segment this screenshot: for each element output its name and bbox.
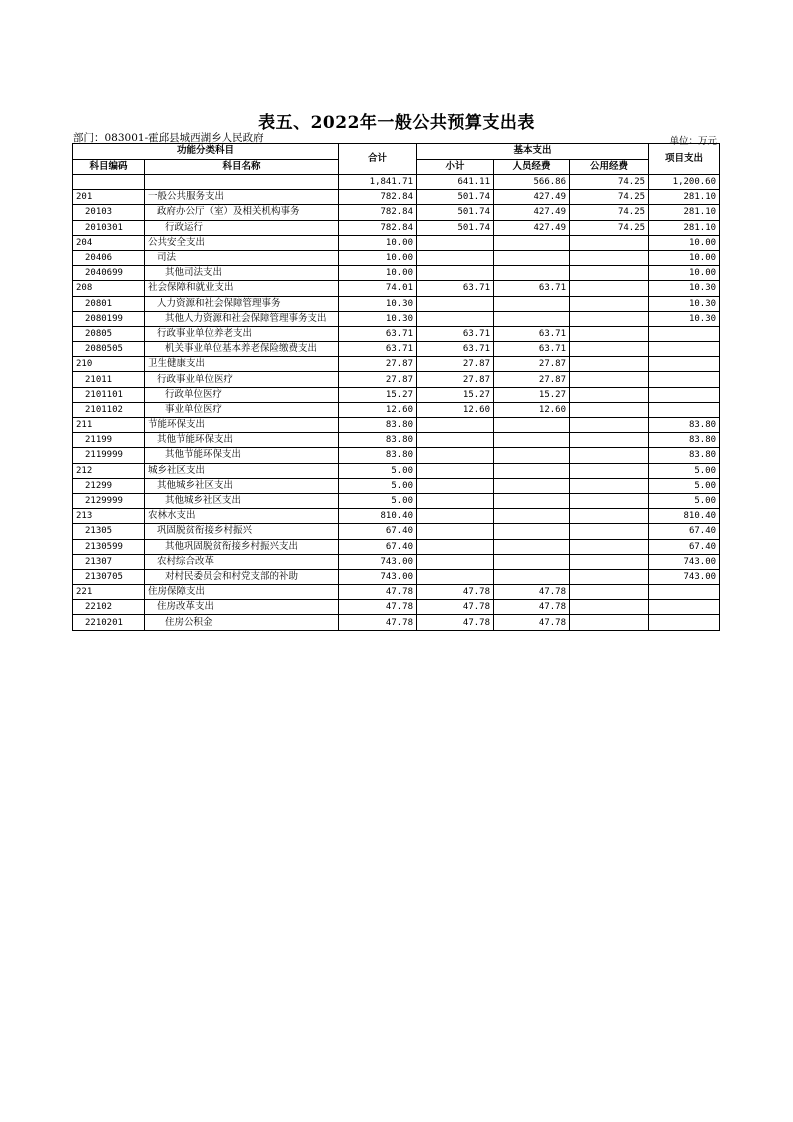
cell-subtotal: 63.71 xyxy=(417,342,494,357)
cell-code: 2119999 xyxy=(73,448,145,463)
cell-project: 5.00 xyxy=(649,493,720,508)
cell-name: 农林水支出 xyxy=(145,509,339,524)
cell-name: 其他城乡社区支出 xyxy=(145,493,339,508)
cell-project: 67.40 xyxy=(649,524,720,539)
header-personnel: 人员经费 xyxy=(494,159,570,175)
cell-public xyxy=(570,615,649,630)
table-row xyxy=(73,509,720,524)
cell-code: 211 xyxy=(73,418,145,433)
header-name: 科目名称 xyxy=(145,159,339,175)
cell-public xyxy=(570,418,649,433)
cell-subtotal xyxy=(417,524,494,539)
cell-personnel: 427.49 xyxy=(494,190,570,205)
cell-personnel xyxy=(494,250,570,265)
table-row xyxy=(73,190,720,205)
cell-code: 21299 xyxy=(73,478,145,493)
cell-public xyxy=(570,600,649,615)
cell-personnel: 47.78 xyxy=(494,600,570,615)
cell-name: 住房改革支出 xyxy=(145,600,339,615)
cell-name xyxy=(145,175,339,190)
cell-subtotal: 63.71 xyxy=(417,326,494,341)
cell-public xyxy=(570,585,649,600)
cell-subtotal: 12.60 xyxy=(417,402,494,417)
cell-code: 2210201 xyxy=(73,615,145,630)
cell-project: 83.80 xyxy=(649,448,720,463)
cell-subtotal: 501.74 xyxy=(417,205,494,220)
budget-table xyxy=(72,143,720,631)
table-row xyxy=(73,448,720,463)
table-row xyxy=(73,539,720,554)
table-row xyxy=(73,402,720,417)
cell-total: 10.00 xyxy=(339,235,417,250)
cell-code: 2040699 xyxy=(73,266,145,281)
cell-subtotal xyxy=(417,493,494,508)
cell-name: 住房公积金 xyxy=(145,615,339,630)
cell-code: 208 xyxy=(73,281,145,296)
cell-personnel xyxy=(494,539,570,554)
cell-total: 27.87 xyxy=(339,357,417,372)
table-row xyxy=(73,585,720,600)
cell-public xyxy=(570,463,649,478)
cell-name: 农村综合改革 xyxy=(145,554,339,569)
cell-total: 63.71 xyxy=(339,342,417,357)
cell-personnel xyxy=(494,296,570,311)
cell-code: 2129999 xyxy=(73,493,145,508)
cell-public xyxy=(570,342,649,357)
header-total: 合计 xyxy=(339,144,417,175)
cell-public xyxy=(570,250,649,265)
header-func-group: 功能分类科目 xyxy=(73,144,339,160)
cell-personnel xyxy=(494,524,570,539)
cell-public xyxy=(570,296,649,311)
cell-total: 10.00 xyxy=(339,266,417,281)
cell-public xyxy=(570,478,649,493)
cell-public xyxy=(570,266,649,281)
table-row xyxy=(73,569,720,584)
cell-subtotal: 47.78 xyxy=(417,585,494,600)
cell-project: 281.10 xyxy=(649,205,720,220)
cell-project: 10.30 xyxy=(649,311,720,326)
table-row xyxy=(73,175,720,190)
table-row xyxy=(73,357,720,372)
cell-name: 行政单位医疗 xyxy=(145,387,339,402)
cell-subtotal: 641.11 xyxy=(417,175,494,190)
table-row xyxy=(73,281,720,296)
cell-subtotal xyxy=(417,418,494,433)
cell-personnel: 12.60 xyxy=(494,402,570,417)
cell-project xyxy=(649,326,720,341)
cell-public: 74.25 xyxy=(570,220,649,235)
cell-name: 其他节能环保支出 xyxy=(145,448,339,463)
cell-project xyxy=(649,600,720,615)
cell-code: 212 xyxy=(73,463,145,478)
cell-subtotal xyxy=(417,554,494,569)
cell-code: 2080505 xyxy=(73,342,145,357)
cell-public xyxy=(570,372,649,387)
cell-name: 巩固脱贫衔接乡村振兴 xyxy=(145,524,339,539)
cell-project: 743.00 xyxy=(649,569,720,584)
cell-project: 10.00 xyxy=(649,266,720,281)
cell-subtotal: 27.87 xyxy=(417,372,494,387)
cell-personnel: 47.78 xyxy=(494,585,570,600)
cell-project: 5.00 xyxy=(649,478,720,493)
cell-total: 782.84 xyxy=(339,190,417,205)
table-row xyxy=(73,524,720,539)
cell-subtotal xyxy=(417,569,494,584)
cell-project: 1,200.60 xyxy=(649,175,720,190)
table-row xyxy=(73,326,720,341)
cell-personnel xyxy=(494,463,570,478)
cell-subtotal: 63.71 xyxy=(417,281,494,296)
table-row xyxy=(73,418,720,433)
cell-total: 10.00 xyxy=(339,250,417,265)
cell-public xyxy=(570,433,649,448)
cell-personnel xyxy=(494,418,570,433)
cell-name: 司法 xyxy=(145,250,339,265)
table-row xyxy=(73,235,720,250)
header-project: 项目支出 xyxy=(649,144,720,175)
cell-personnel xyxy=(494,509,570,524)
table-row xyxy=(73,387,720,402)
cell-total: 5.00 xyxy=(339,493,417,508)
cell-project xyxy=(649,342,720,357)
cell-personnel xyxy=(494,493,570,508)
table-row xyxy=(73,463,720,478)
cell-code: 201 xyxy=(73,190,145,205)
cell-project: 10.00 xyxy=(649,235,720,250)
cell-subtotal xyxy=(417,296,494,311)
cell-subtotal: 27.87 xyxy=(417,357,494,372)
cell-project: 67.40 xyxy=(649,539,720,554)
cell-project xyxy=(649,615,720,630)
cell-public xyxy=(570,387,649,402)
cell-total: 15.27 xyxy=(339,387,417,402)
cell-public xyxy=(570,569,649,584)
cell-total: 83.80 xyxy=(339,448,417,463)
cell-code: 210 xyxy=(73,357,145,372)
cell-personnel xyxy=(494,478,570,493)
cell-code xyxy=(73,175,145,190)
table-row xyxy=(73,342,720,357)
cell-code: 22102 xyxy=(73,600,145,615)
cell-subtotal: 47.78 xyxy=(417,600,494,615)
cell-name: 住房保障支出 xyxy=(145,585,339,600)
table-row xyxy=(73,493,720,508)
cell-public xyxy=(570,539,649,554)
cell-project: 10.30 xyxy=(649,281,720,296)
page-title: 表五、2022年一般公共预算支出表 xyxy=(258,113,535,133)
cell-public xyxy=(570,357,649,372)
cell-personnel: 27.87 xyxy=(494,357,570,372)
cell-project xyxy=(649,387,720,402)
cell-total: 27.87 xyxy=(339,372,417,387)
table-row xyxy=(73,478,720,493)
cell-personnel: 47.78 xyxy=(494,615,570,630)
cell-project xyxy=(649,585,720,600)
cell-subtotal xyxy=(417,478,494,493)
cell-personnel: 27.87 xyxy=(494,372,570,387)
budget-table-body xyxy=(73,175,720,631)
cell-name: 政府办公厅（室）及相关机构事务 xyxy=(145,205,339,220)
cell-code: 2130705 xyxy=(73,569,145,584)
cell-project: 10.00 xyxy=(649,250,720,265)
cell-public: 74.25 xyxy=(570,190,649,205)
cell-public xyxy=(570,509,649,524)
cell-public xyxy=(570,554,649,569)
cell-code: 20103 xyxy=(73,205,145,220)
cell-total: 47.78 xyxy=(339,615,417,630)
cell-personnel: 566.86 xyxy=(494,175,570,190)
cell-code: 204 xyxy=(73,235,145,250)
cell-code: 2130599 xyxy=(73,539,145,554)
cell-subtotal xyxy=(417,235,494,250)
cell-name: 城乡社区支出 xyxy=(145,463,339,478)
cell-subtotal xyxy=(417,250,494,265)
cell-total: 743.00 xyxy=(339,569,417,584)
cell-subtotal: 47.78 xyxy=(417,615,494,630)
cell-name: 公共安全支出 xyxy=(145,235,339,250)
table-row xyxy=(73,311,720,326)
cell-project: 810.40 xyxy=(649,509,720,524)
cell-total: 5.00 xyxy=(339,463,417,478)
cell-subtotal xyxy=(417,433,494,448)
unit-label: 单位：万元 xyxy=(669,136,717,147)
table-row xyxy=(73,296,720,311)
cell-project xyxy=(649,372,720,387)
cell-name: 其他司法支出 xyxy=(145,266,339,281)
cell-project: 83.80 xyxy=(649,418,720,433)
cell-code: 2101102 xyxy=(73,402,145,417)
header-code: 科目编码 xyxy=(73,159,145,175)
cell-code: 2010301 xyxy=(73,220,145,235)
cell-total: 74.01 xyxy=(339,281,417,296)
cell-total: 47.78 xyxy=(339,600,417,615)
cell-project: 5.00 xyxy=(649,463,720,478)
cell-personnel xyxy=(494,569,570,584)
cell-public xyxy=(570,493,649,508)
cell-total: 83.80 xyxy=(339,418,417,433)
cell-subtotal xyxy=(417,539,494,554)
cell-name: 其他巩固脱贫衔接乡村振兴支出 xyxy=(145,539,339,554)
cell-project xyxy=(649,357,720,372)
cell-total: 5.00 xyxy=(339,478,417,493)
cell-total: 63.71 xyxy=(339,326,417,341)
cell-public: 74.25 xyxy=(570,205,649,220)
cell-total: 782.84 xyxy=(339,205,417,220)
cell-subtotal xyxy=(417,509,494,524)
cell-name: 事业单位医疗 xyxy=(145,402,339,417)
cell-subtotal: 15.27 xyxy=(417,387,494,402)
cell-personnel: 427.49 xyxy=(494,205,570,220)
cell-code: 20801 xyxy=(73,296,145,311)
table-row xyxy=(73,600,720,615)
cell-name: 人力资源和社会保障管理事务 xyxy=(145,296,339,311)
cell-personnel xyxy=(494,448,570,463)
department-label: 部门：083001-霍邱县城西湖乡人民政府 xyxy=(73,132,264,144)
cell-code: 2101101 xyxy=(73,387,145,402)
header-subtotal: 小计 xyxy=(417,159,494,175)
cell-name: 卫生健康支出 xyxy=(145,357,339,372)
cell-name: 行政事业单位养老支出 xyxy=(145,326,339,341)
cell-code: 21305 xyxy=(73,524,145,539)
cell-project: 743.00 xyxy=(649,554,720,569)
cell-total: 83.80 xyxy=(339,433,417,448)
cell-total: 743.00 xyxy=(339,554,417,569)
cell-code: 21307 xyxy=(73,554,145,569)
cell-name: 行政事业单位医疗 xyxy=(145,372,339,387)
cell-project xyxy=(649,402,720,417)
header-public: 公用经费 xyxy=(570,159,649,175)
cell-total: 67.40 xyxy=(339,524,417,539)
cell-total: 67.40 xyxy=(339,539,417,554)
cell-name: 节能环保支出 xyxy=(145,418,339,433)
cell-project: 281.10 xyxy=(649,190,720,205)
cell-personnel: 63.71 xyxy=(494,326,570,341)
cell-total: 1,841.71 xyxy=(339,175,417,190)
cell-personnel: 427.49 xyxy=(494,220,570,235)
cell-subtotal: 501.74 xyxy=(417,220,494,235)
cell-public xyxy=(570,311,649,326)
cell-code: 21199 xyxy=(73,433,145,448)
cell-name: 一般公共服务支出 xyxy=(145,190,339,205)
cell-subtotal: 501.74 xyxy=(417,190,494,205)
cell-total: 47.78 xyxy=(339,585,417,600)
cell-code: 21011 xyxy=(73,372,145,387)
cell-code: 2080199 xyxy=(73,311,145,326)
cell-total: 12.60 xyxy=(339,402,417,417)
cell-public: 74.25 xyxy=(570,175,649,190)
cell-project: 10.30 xyxy=(649,296,720,311)
cell-total: 782.84 xyxy=(339,220,417,235)
cell-personnel: 63.71 xyxy=(494,281,570,296)
cell-total: 10.30 xyxy=(339,296,417,311)
cell-personnel xyxy=(494,235,570,250)
table-row xyxy=(73,250,720,265)
cell-name: 对村民委员会和村党支部的补助 xyxy=(145,569,339,584)
cell-public xyxy=(570,524,649,539)
cell-subtotal xyxy=(417,266,494,281)
table-row xyxy=(73,433,720,448)
table-row xyxy=(73,372,720,387)
cell-name: 社会保障和就业支出 xyxy=(145,281,339,296)
cell-code: 221 xyxy=(73,585,145,600)
cell-public xyxy=(570,281,649,296)
cell-personnel xyxy=(494,554,570,569)
cell-code: 213 xyxy=(73,509,145,524)
cell-project: 83.80 xyxy=(649,433,720,448)
cell-personnel: 15.27 xyxy=(494,387,570,402)
cell-total: 810.40 xyxy=(339,509,417,524)
cell-name: 其他节能环保支出 xyxy=(145,433,339,448)
cell-personnel xyxy=(494,433,570,448)
header-basic-group: 基本支出 xyxy=(417,144,649,160)
cell-public xyxy=(570,326,649,341)
cell-personnel: 63.71 xyxy=(494,342,570,357)
cell-public xyxy=(570,448,649,463)
cell-name: 其他城乡社区支出 xyxy=(145,478,339,493)
table-row xyxy=(73,615,720,630)
cell-code: 20406 xyxy=(73,250,145,265)
cell-subtotal xyxy=(417,311,494,326)
cell-subtotal xyxy=(417,463,494,478)
cell-personnel xyxy=(494,311,570,326)
cell-name: 其他人力资源和社会保障管理事务支出 xyxy=(145,311,339,326)
table-row xyxy=(73,266,720,281)
table-row xyxy=(73,205,720,220)
cell-personnel xyxy=(494,266,570,281)
table-row xyxy=(73,220,720,235)
cell-code: 20805 xyxy=(73,326,145,341)
cell-subtotal xyxy=(417,448,494,463)
table-row xyxy=(73,554,720,569)
cell-project: 281.10 xyxy=(649,220,720,235)
cell-public xyxy=(570,402,649,417)
cell-public xyxy=(570,235,649,250)
cell-total: 10.30 xyxy=(339,311,417,326)
cell-name: 机关事业单位基本养老保险缴费支出 xyxy=(145,342,339,357)
cell-name: 行政运行 xyxy=(145,220,339,235)
